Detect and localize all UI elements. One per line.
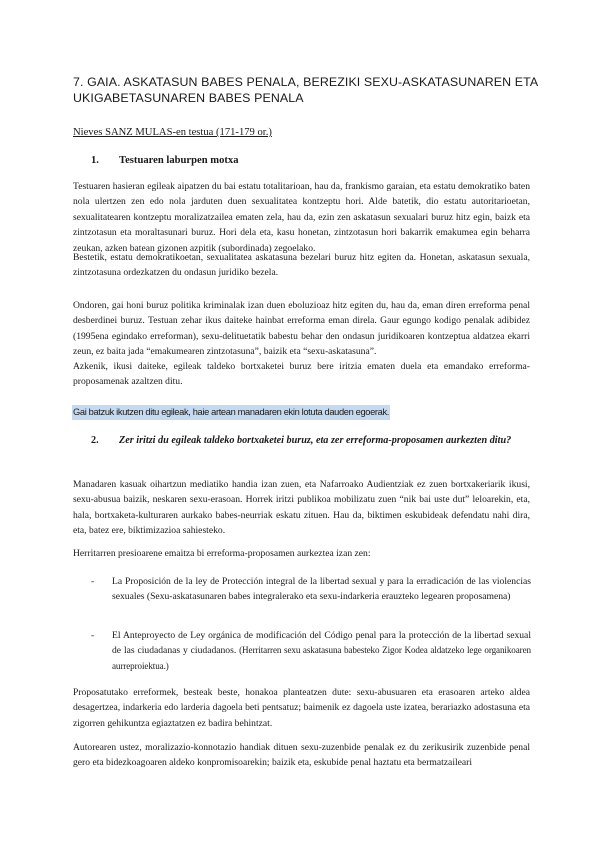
list-bullet: - xyxy=(91,576,95,587)
list-item-translation: (Herritarren sexu askatasuna babesteko Zigor Kodea aldatzeko lege organikoaren aurreproiektua.) xyxy=(112,645,531,671)
paragraph-summary-1: Testuaren hasieran egileak aipatzen du bai estatu totalitarioan, hau da, frankismo garaian, eta estatu demokratiko baten nola ulertzen zen edo nola jarduten duen sexualitatea kontzeptu hori. Alde batetik, dio estatu autoritarioetan, sexualitatearen kontzeptu moralizatzailea ematen zela, hau da, ezin zen askatasun sexualari buruz hitz egin, baizk eta zintzotasun eta moraltasunari buruz. Hori dela eta, kasu honetan, zintzotasun hori bakarrik emakumea egin beharra zeukan, azken batean gizonen azpitik (subordinada) zegoelako. xyxy=(73,181,530,254)
section-2-title: Zer iritzi du egileak taldeko bortxaketei buruz, eta zer erreforma-proposamen aurkezten ditu? xyxy=(119,435,512,446)
list-item-text: El Anteproyecto de Ley orgánica de modificación del Código penal para la protección de la libertad sexual de las ciudadanas y ciudadanos. xyxy=(112,630,531,657)
list-item-text-wrap xyxy=(112,628,531,674)
section-2-number: 2. xyxy=(91,435,99,446)
highlighted-sentence: Gai batzuk ikutzen ditu egileak, haie artean manadaren ekin lotuta dauden egoerak. xyxy=(72,405,390,420)
paragraph-author-view: Autorearen ustez, moralizazio-konnotazio handiak dituen sexu-zuzenbide penalak ez du zerikusirik zuzenbide penal gero eta bidezkoagoaren aldeko konpromisoarekin; baizik eta, eskubide penal haztatu eta bermatzaileari xyxy=(73,742,530,769)
section-1-number: 1. xyxy=(91,155,99,166)
section-2-heading xyxy=(91,433,531,449)
paragraph-summary-4: Azkenik, ikusi daiteke, egileak taldeko bortxaketei buruz bere iritzia ematen duela eta emandako erreforma-proposamenak azaltzen ditu. xyxy=(73,361,530,388)
section-1-heading xyxy=(91,155,239,166)
list-item-text: La Proposición de la ley de Protección integral de la libertad sexual y para la erradicación de las violencias sexuales (Sexu-askatasunaren babes integralerako eta sexu-indarkeria erauzteko legearen proposamena) xyxy=(112,576,531,603)
author-line: Nieves SANZ MULAS-en testua (171-179 or.) xyxy=(73,127,272,138)
paragraph-proposals: Proposatutako erreformek, besteak beste, honakoa planteatzen dute: sexu-abusuaren eta erasoaren arteko aldea desagertzea, indarkeria edo larderia dagoela beti pentsatuz; baimenik ez dagoela uste izatea, berariazko adostasuna eta zigorren gehikuntza egiaztatzen ez badira behintzat. xyxy=(73,687,530,729)
paragraph-summary-3: Ondoren, gai honi buruz politika kriminalak izan duen eboluzioaz hitz egiten du, hau da, eman diren erreforma penal desberdinei buruz. Testuan zehar ikus daiteke hainbat erreforma eman direla. Gaur egungo kodigo penalak adibidez (1995ena egindako erreforman), sexu-delituetatik babestu behar den ondasun juridikoaren kontzeptua aldatzea ekarri zeun, ez baita jada “emakumearen zintzotasuna”, baizik eta “sexu-askatasuna”. xyxy=(73,300,530,358)
paragraph-opinion-2: Herritarren presioarene emaitza bi erreforma-proposamen aurkeztea izan zen: xyxy=(73,548,371,559)
section-1-title: Testuaren laburpen motxa xyxy=(119,155,239,166)
document-title: 7. GAIA. ASKATASUN BABES PENALA, BEREZIKI SEXU-ASKATASUNAREN ETA UKIGABETASUNAREN BABES PENALA xyxy=(73,75,538,105)
list-bullet: - xyxy=(91,630,95,641)
paragraph-summary-2: Bestetik, estatu demokratikoetan, sexualitatea askatasuna bezelari buruz hitz egiten da. Honetan, askatasun sexuala, zintzotasuna ordezkatzen du ondasun juridiko bezela. xyxy=(73,252,530,279)
paragraph-opinion-1: Manadaren kasuak oihartzun mediatiko handia izan zuen, eta Nafarroako Audientziak ez zuen bortxakeriarik ikusi, sexu-abusua baizik, neskaren sexu-erasoan. Horrek iritzi publikoa mobilizatu zuen “nik bai uste dut” leloarekin, eta, hala, bortxaketa-kulturaren aurkako babes-neurriak eskatu zituen. Hau da, biktimen eskubideak defendatu nahi dira, eta, batez ere, biktimizazioa sahiesteko. xyxy=(73,479,530,537)
